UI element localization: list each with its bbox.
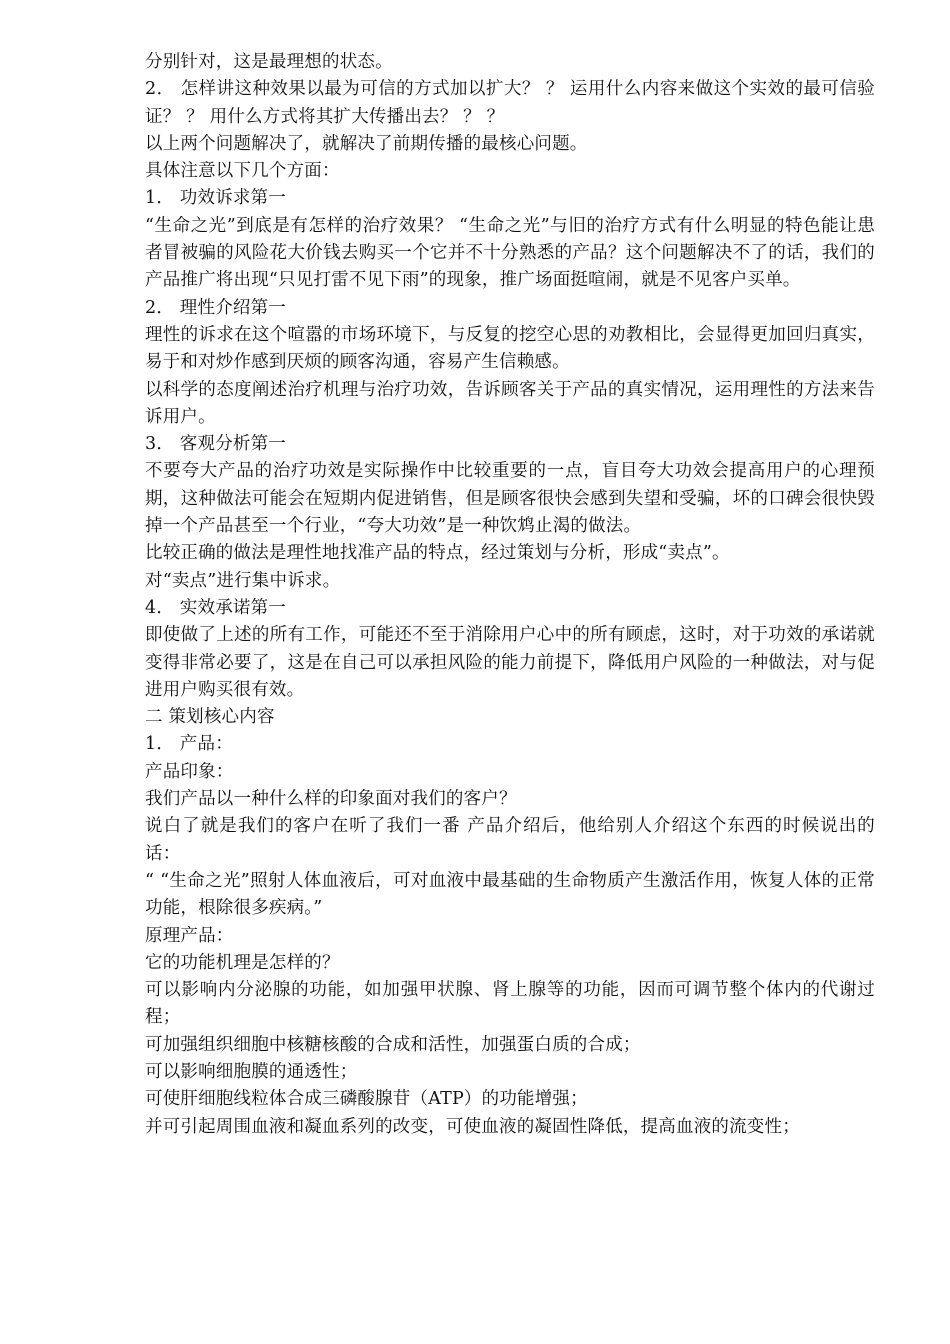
question-2: 2． 怎样讲这种效果以最为可信的方式加以扩大？ ？ 运用什么内容来做这个实效的最可信验证？ ？ 用什么方式将其扩大传播出去？ ？ ？	[145, 79, 875, 127]
paragraph-commitment: 即使做了上述的所有工作，可能还不至于消除用户心中的所有顾虑，这时，对于功效的承诺就变得非常必要了，这是在自己可以承担风险的能力前提下，降低用户风险的一种做法，对与促进用户购买很有效。	[145, 625, 875, 700]
paragraph-objective-2: 比较正确的做法是理性地找准产品的特点，经过策划与分析，形成“卖点”。	[145, 543, 730, 564]
paragraph-mechanism-question: 它的功能机理是怎样的？	[145, 952, 340, 973]
mechanism-item-endocrine: 可以影响内分泌腺的功能，如加强甲状腺、肾上腺等的功能，因而可调节整个体内的代谢过程；	[145, 980, 875, 1028]
paragraph-summary: 以上两个问题解决了，就解决了前期传播的最核心问题。	[145, 133, 588, 154]
paragraph-objective-3: 对“卖点”进行集中诉求。	[145, 570, 341, 591]
mechanism-item-rna: 可加强组织细胞中核糖核酸的合成和活性，加强蛋白质的合成；	[145, 1034, 641, 1055]
paragraph-impression-explain: 说白了就是我们的客户在听了我们一番 产品介绍后，他给别人介绍这个东西的时候说出的话：	[145, 816, 875, 864]
paragraph-efficacy: “生命之光”到底是有怎样的治疗效果？ “生命之光”与旧的治疗方式有什么明显的特色能让患者冒被骗的风险花大价钱去购买一个它并不十分熟悉的产品？这个问题解决不了的话，我们的产品推广将出现“只见打雷不见下雨”的现象，推广场面挺喧闹，就是不见客户买单。	[145, 215, 875, 291]
heading-commitment-first: 4． 实效承诺第一	[145, 597, 286, 618]
mechanism-item-blood: 并可引起周围血液和凝血系列的改变，可使血液的凝固性降低，提高血液的流变性；	[145, 1116, 800, 1137]
heading-product: 1． 产品：	[145, 734, 233, 755]
paragraph-impression-question: 我们产品以一种什么样的印象面对我们的客户？	[145, 789, 517, 810]
paragraph-objective-1: 不要夸大产品的治疗功效是实际操作中比较重要的一点，盲目夸大功效会提高用户的心理预期，这种做法可能会在短期内促进销售，但是顾客很快会感到失望和受骗，坏的口碑会很快毁掉一个产品甚至一个行业，“夸大功效”是一种饮鸩止渴的做法。	[145, 461, 875, 537]
heading-product-impression: 产品印象：	[145, 761, 234, 782]
paragraph-intro-end: 分别针对，这是最理想的状态。	[145, 52, 393, 72]
mechanism-item-membrane: 可以影响细胞膜的通透性；	[145, 1061, 358, 1082]
mechanism-item-atp: 可使肝细胞线粒体合成三磷酸腺苷（ATP）的功能增强；	[145, 1089, 588, 1110]
heading-objective-first: 3． 客观分析第一	[145, 434, 286, 455]
section-heading-core-content: 二 策划核心内容	[145, 707, 275, 728]
paragraph-rational-1: 理性的诉求在这个喧嚣的市场环境下，与反复的挖空心思的劝教相比，会显得更加回归真实，易于和对炒作感到厌烦的顾客沟通，容易产生信赖感。	[145, 324, 875, 373]
paragraph-rational-2: 以科学的态度阐述治疗机理与治疗功效，告诉顾客关于产品的真实情况，运用理性的方法来告诉用户。	[145, 379, 875, 427]
heading-efficacy-first: 1． 功效诉求第一	[145, 188, 286, 209]
paragraph-aspects-intro: 具体注意以下几个方面：	[145, 161, 340, 182]
document-page	[145, 49, 875, 1141]
heading-principle-product: 原理产品：	[145, 925, 234, 946]
heading-rational-first: 2． 理性介绍第一	[145, 297, 286, 318]
paragraph-impression-quote: “ “生命之光”照射人体血液后，可对血液中最基础的生命物质产生激活作用，恢复人体的正常功能，根除很多疾病。”	[145, 870, 875, 919]
